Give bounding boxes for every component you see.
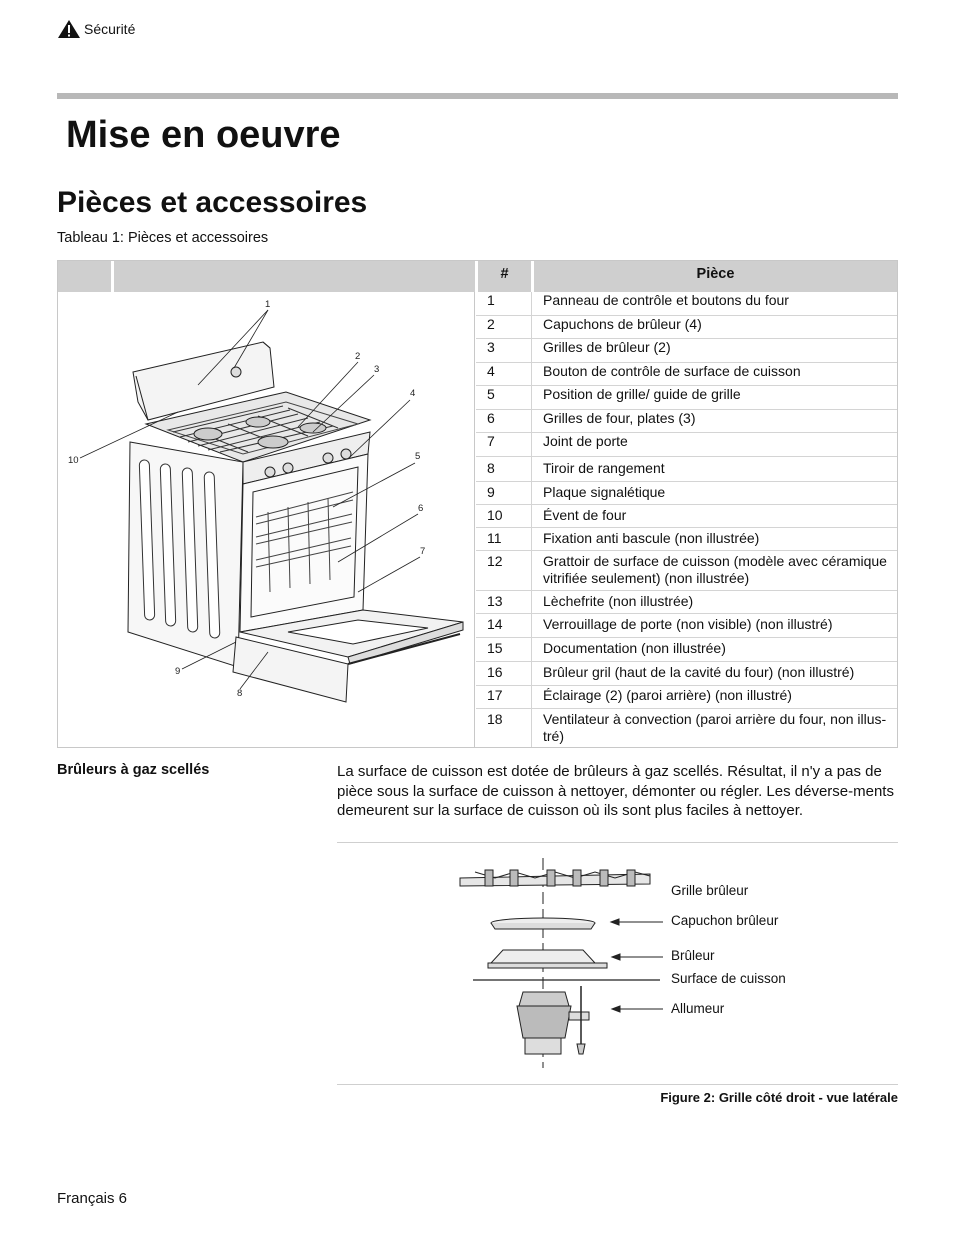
table-row — [476, 591, 897, 614]
row-number: 8 — [487, 460, 495, 476]
callout-6: 6 — [418, 503, 424, 514]
row-number: 7 — [487, 433, 495, 449]
row-piece: Tiroir de rangement — [543, 460, 665, 476]
table-row — [476, 433, 897, 457]
table-header-row — [58, 261, 897, 292]
table-row — [476, 662, 897, 686]
callout-9: 9 — [175, 666, 181, 677]
row-piece: Grilles de brûleur (2) — [543, 339, 671, 355]
row-number: 16 — [487, 664, 503, 680]
row-number: 4 — [487, 363, 495, 379]
table-row — [476, 505, 897, 528]
table-row — [476, 410, 897, 433]
row-piece: Documentation (non illustrée) — [543, 640, 726, 656]
table-row — [476, 482, 897, 505]
figure-bottom-rule — [337, 1084, 898, 1085]
callout-10: 10 — [68, 455, 79, 466]
row-number: 15 — [487, 640, 503, 656]
row-piece: Capuchons de brûleur (4) — [543, 316, 702, 332]
table-row — [476, 638, 897, 662]
table-row — [476, 709, 897, 747]
table-row — [476, 614, 897, 638]
running-header — [57, 18, 135, 40]
row-number: 13 — [487, 593, 503, 609]
range-illustration-cell — [58, 292, 475, 747]
callout-8: 8 — [237, 688, 243, 699]
table-row — [476, 363, 897, 386]
row-piece: Lèchefrite (non illustrée) — [543, 593, 694, 609]
row-number: 14 — [487, 616, 503, 632]
row-piece: Bouton de contrôle de surface de cuisson — [543, 363, 801, 379]
row-number: 3 — [487, 339, 495, 355]
table-row — [476, 551, 897, 591]
row-number: 12 — [487, 553, 503, 569]
callout-2: 2 — [355, 351, 361, 362]
table-row — [476, 316, 897, 339]
row-piece: Évent de four — [543, 507, 627, 523]
burner-exploded-diagram — [455, 850, 670, 1075]
row-piece: Joint de porte — [543, 433, 628, 449]
label-capuchon-bruleur: Capuchon brûleur — [671, 913, 779, 928]
figure-caption: Figure 2: Grille côté droit - vue latérale — [660, 1090, 898, 1105]
header-divider — [111, 261, 114, 292]
callout-7: 7 — [420, 546, 426, 557]
row-number: 10 — [487, 507, 503, 523]
row-piece: Panneau de contrôle et boutons du four — [543, 292, 789, 308]
row-piece: Ventilateur à convection (paroi arrière du four, non illus-tré) — [543, 711, 887, 744]
label-grille-bruleur: Grille brûleur — [671, 883, 749, 898]
row-piece: Verrouillage de porte (non visible) (non illustré) — [543, 616, 833, 632]
table-caption: Tableau 1: Pièces et accessoires — [57, 230, 269, 246]
bruleurs-heading: Brûleurs à gaz scellés — [57, 762, 210, 778]
callout-1: 1 — [265, 299, 271, 310]
range-illustration — [58, 292, 474, 747]
row-piece: Position de grille/ guide de grille — [543, 386, 741, 402]
label-bruleur: Brûleur — [671, 948, 715, 963]
row-number: 5 — [487, 386, 495, 402]
row-piece: Fixation anti bascule (non illustrée) — [543, 530, 760, 546]
callout-5: 5 — [415, 451, 421, 462]
table-row — [476, 386, 897, 410]
figure-top-rule — [337, 842, 898, 843]
row-number: 9 — [487, 484, 495, 500]
row-number: 18 — [487, 711, 503, 727]
table-row — [476, 292, 897, 316]
table-row — [476, 686, 897, 709]
section-title: Pièces et accessoires — [57, 186, 368, 219]
page-footer: Français 6 — [57, 1190, 128, 1207]
page-title: Mise en oeuvre — [66, 114, 341, 156]
row-number: 1 — [487, 292, 495, 308]
warning-triangle-icon — [57, 19, 81, 39]
label-surface-cuisson: Surface de cuisson — [671, 971, 786, 986]
row-piece: Grilles de four, plates (3) — [543, 410, 696, 426]
parts-table — [57, 260, 898, 748]
header-piece: Pièce — [696, 266, 735, 282]
row-piece: Plaque signalétique — [543, 484, 666, 500]
table-row — [476, 339, 897, 363]
header-section-label: Sécurité — [84, 21, 136, 37]
row-number: 17 — [487, 687, 503, 703]
table-row — [476, 528, 897, 551]
bruleurs-body: La surface de cuisson est dotée de brûleurs à gaz scellés. Résultat, il n'y a pas de pièce sous la surface de cuisson à nettoyer, démonter ou régler. Les déverse-ments demeurent sur la surface de cuisson où ils sont plus faciles à nettoyer. — [337, 763, 894, 819]
callout-4: 4 — [410, 388, 416, 399]
row-number: 6 — [487, 410, 495, 426]
row-piece: Grattoir de surface de cuisson (modèle avec céramique vitrifiée seulement) (non illustrée) — [543, 553, 887, 586]
row-number: 11 — [487, 530, 502, 546]
header-number: # — [500, 266, 509, 282]
row-piece: Brûleur gril (haut de la cavité du four) (non illustré) — [543, 664, 855, 680]
row-number: 2 — [487, 316, 495, 332]
label-allumeur: Allumeur — [671, 1001, 725, 1016]
table-row — [476, 457, 897, 482]
row-piece: Éclairage (2) (paroi arrière) (non illustré) — [543, 687, 792, 703]
top-rule — [57, 93, 898, 99]
callout-3: 3 — [374, 364, 380, 375]
